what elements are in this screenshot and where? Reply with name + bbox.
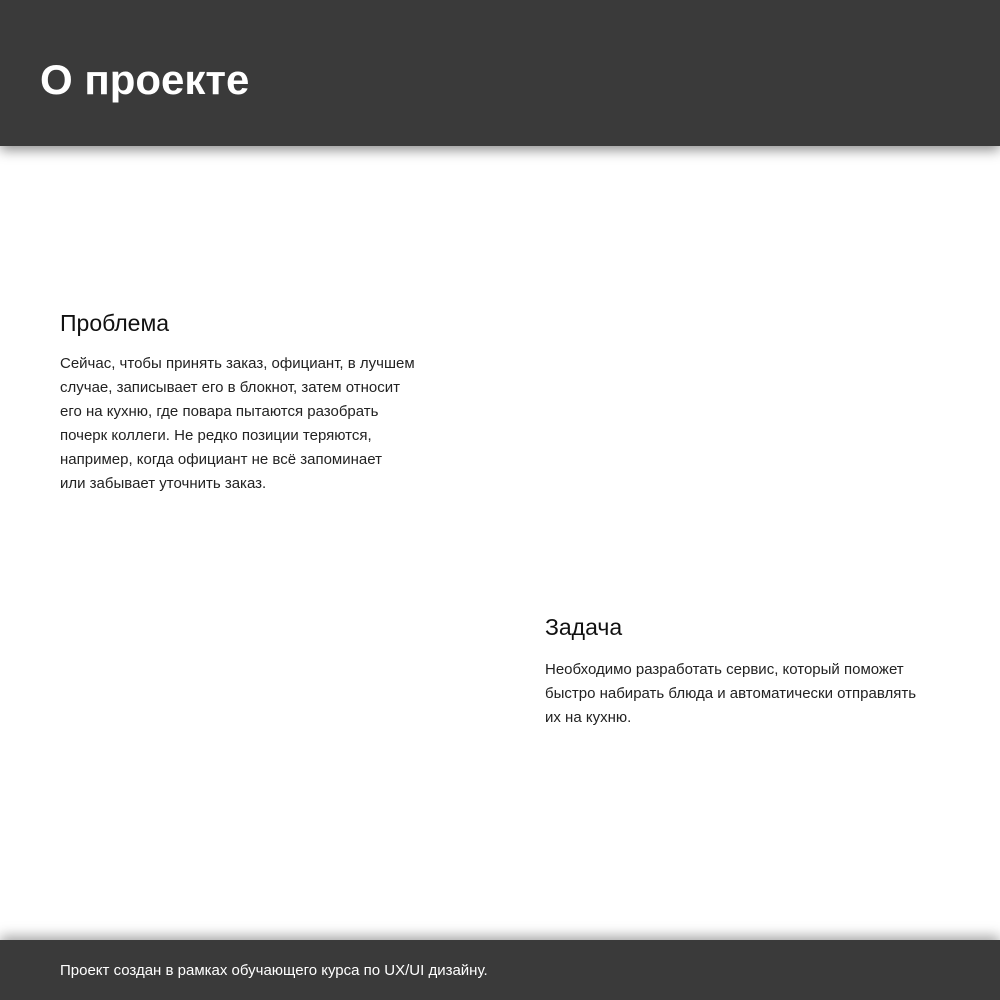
footer-bar xyxy=(0,940,1000,1000)
problem-line: его на кухню, где повара пытаются разобрать xyxy=(60,403,379,420)
task-section xyxy=(545,613,955,730)
problem-section xyxy=(60,309,460,496)
problem-heading: Проблема xyxy=(60,310,170,336)
problem-line: случае, записывает его в блокнот, затем относит xyxy=(60,379,400,396)
header-bar xyxy=(0,0,1000,146)
task-text xyxy=(545,658,955,730)
problem-line: почерк коллеги. Не редко позиции теряются, xyxy=(60,427,372,444)
page-title: О проекте xyxy=(40,56,250,103)
problem-line: или забывает уточнить заказ. xyxy=(60,475,267,492)
task-line: Необходимо разработать сервис, который поможет xyxy=(545,661,904,678)
problem-line: Сейчас, чтобы принять заказ, официант, в лучшем xyxy=(60,355,415,372)
problem-line: например, когда официант не всё запоминает xyxy=(60,451,382,468)
task-line: быстро набирать блюда и автоматически отправлять xyxy=(545,685,917,702)
problem-text xyxy=(60,352,460,496)
task-line: их на кухню. xyxy=(545,709,632,726)
task-heading: Задача xyxy=(545,614,623,640)
footer-text: Проект создан в рамках обучающего курса по UX/UI дизайну. xyxy=(60,962,488,979)
